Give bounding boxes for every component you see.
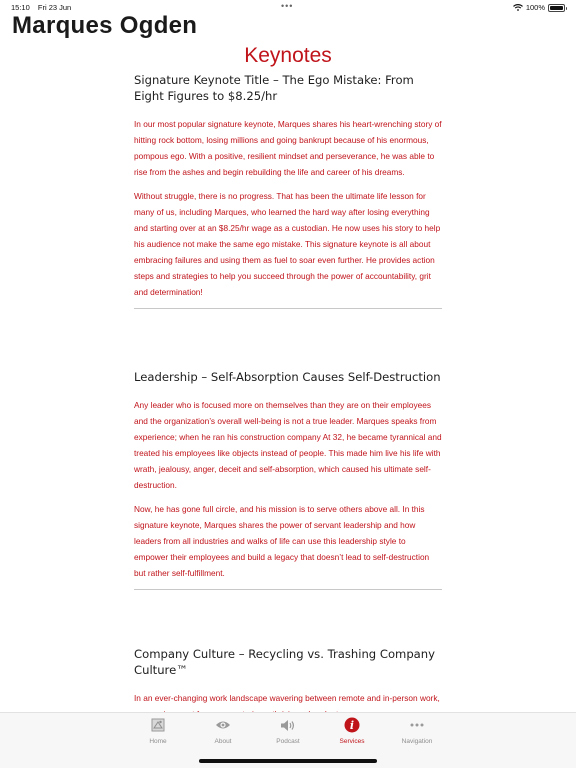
status-date: Fri 23 Jun [37, 3, 72, 12]
keynote-title: Leadership – Self-Absorption Causes Self-Destruction [134, 370, 441, 384]
battery-percent: 100% [525, 3, 545, 12]
tab-label: Services [339, 738, 365, 745]
more-icon [385, 716, 449, 734]
home-indicator[interactable] [199, 759, 377, 763]
keynote-section-company-culture [134, 646, 442, 722]
keynote-paragraph: Now, he has gone full circle, and his mission is to serve others above all. In this signature keynote, Marques shares the power of servant leadership and how leaders from all industries and walks of life can use this leadership style to empower their employees and build a legacy that doesn’t lead to self-destruction but rather self-fulfillment. [134, 504, 430, 578]
tab-services[interactable] [320, 716, 384, 745]
speaker-icon [256, 716, 320, 734]
info-icon [320, 716, 384, 734]
svg-text:i: i [349, 719, 355, 732]
keynotes-list[interactable] [134, 72, 442, 712]
tab-navigation[interactable] [385, 716, 449, 745]
home-icon [126, 716, 190, 734]
tab-about[interactable] [191, 716, 255, 745]
keynote-paragraph: In our most popular signature keynote, Marques shares his heart-wrenching story of hitting rock bottom, losing millions and going bankrupt because of his enormous, pompous ego. With a positive, resilient mindset and perseverance, he was able to rise from the ashes and begin rebuilding the life and career of his dreams. [134, 119, 442, 177]
tab-label: About [214, 738, 232, 745]
keynote-title: Company Culture – Recycling vs. Trashing Company Culture™ [134, 647, 436, 677]
brand-title: Marques Ogden [12, 12, 198, 39]
tab-label: Navigation [401, 738, 433, 745]
keynote-section-leadership [134, 369, 442, 590]
battery-icon [548, 4, 565, 12]
tab-label: Home [149, 738, 167, 745]
page-title: Keynotes [244, 44, 332, 67]
keynote-paragraph: Any leader who is focused more on themselves than they are on their employees and the organization’s overall well-being is not a true leader. Marques speaks from experience; when he ran his construction company At 32, he became tyrannical and treated his employees like objects instead of people. This made him live his life with wrath, jealousy, anger, deceit and self-absorption, which caused his ultimate self-destruction. [134, 400, 442, 490]
wifi-icon [513, 4, 523, 11]
keynote-title: Signature Keynote Title – The Ego Mistake: From Eight Figures to $8.25/hr [134, 73, 414, 103]
keynote-paragraph: Without struggle, there is no progress. That has been the ultimate life lesson for many of us, including Marques, who learned the hard way after losing everything and starting over at an $8.25/hr wage as a custodian. He now uses his story to help his audience not make the same ego mistake. This signature keynote is all about embracing failures and using them as fuel to soar even further. He provides action steps and strategies to help you succeed through the power of accountability, grit and determination! [134, 191, 441, 297]
tab-label: Podcast [276, 738, 300, 745]
eye-icon [191, 716, 255, 734]
multitasking-dots-icon[interactable]: ••• [281, 1, 294, 11]
tab-home[interactable] [126, 716, 190, 745]
status-indicators [513, 3, 565, 12]
keynote-paragraph: In an ever-changing work landscape wavering between remote and in-person work, [134, 693, 440, 703]
tab-podcast[interactable] [256, 716, 320, 745]
status-time: 15:10 [11, 3, 30, 12]
keynote-section-ego-mistake [134, 72, 442, 309]
